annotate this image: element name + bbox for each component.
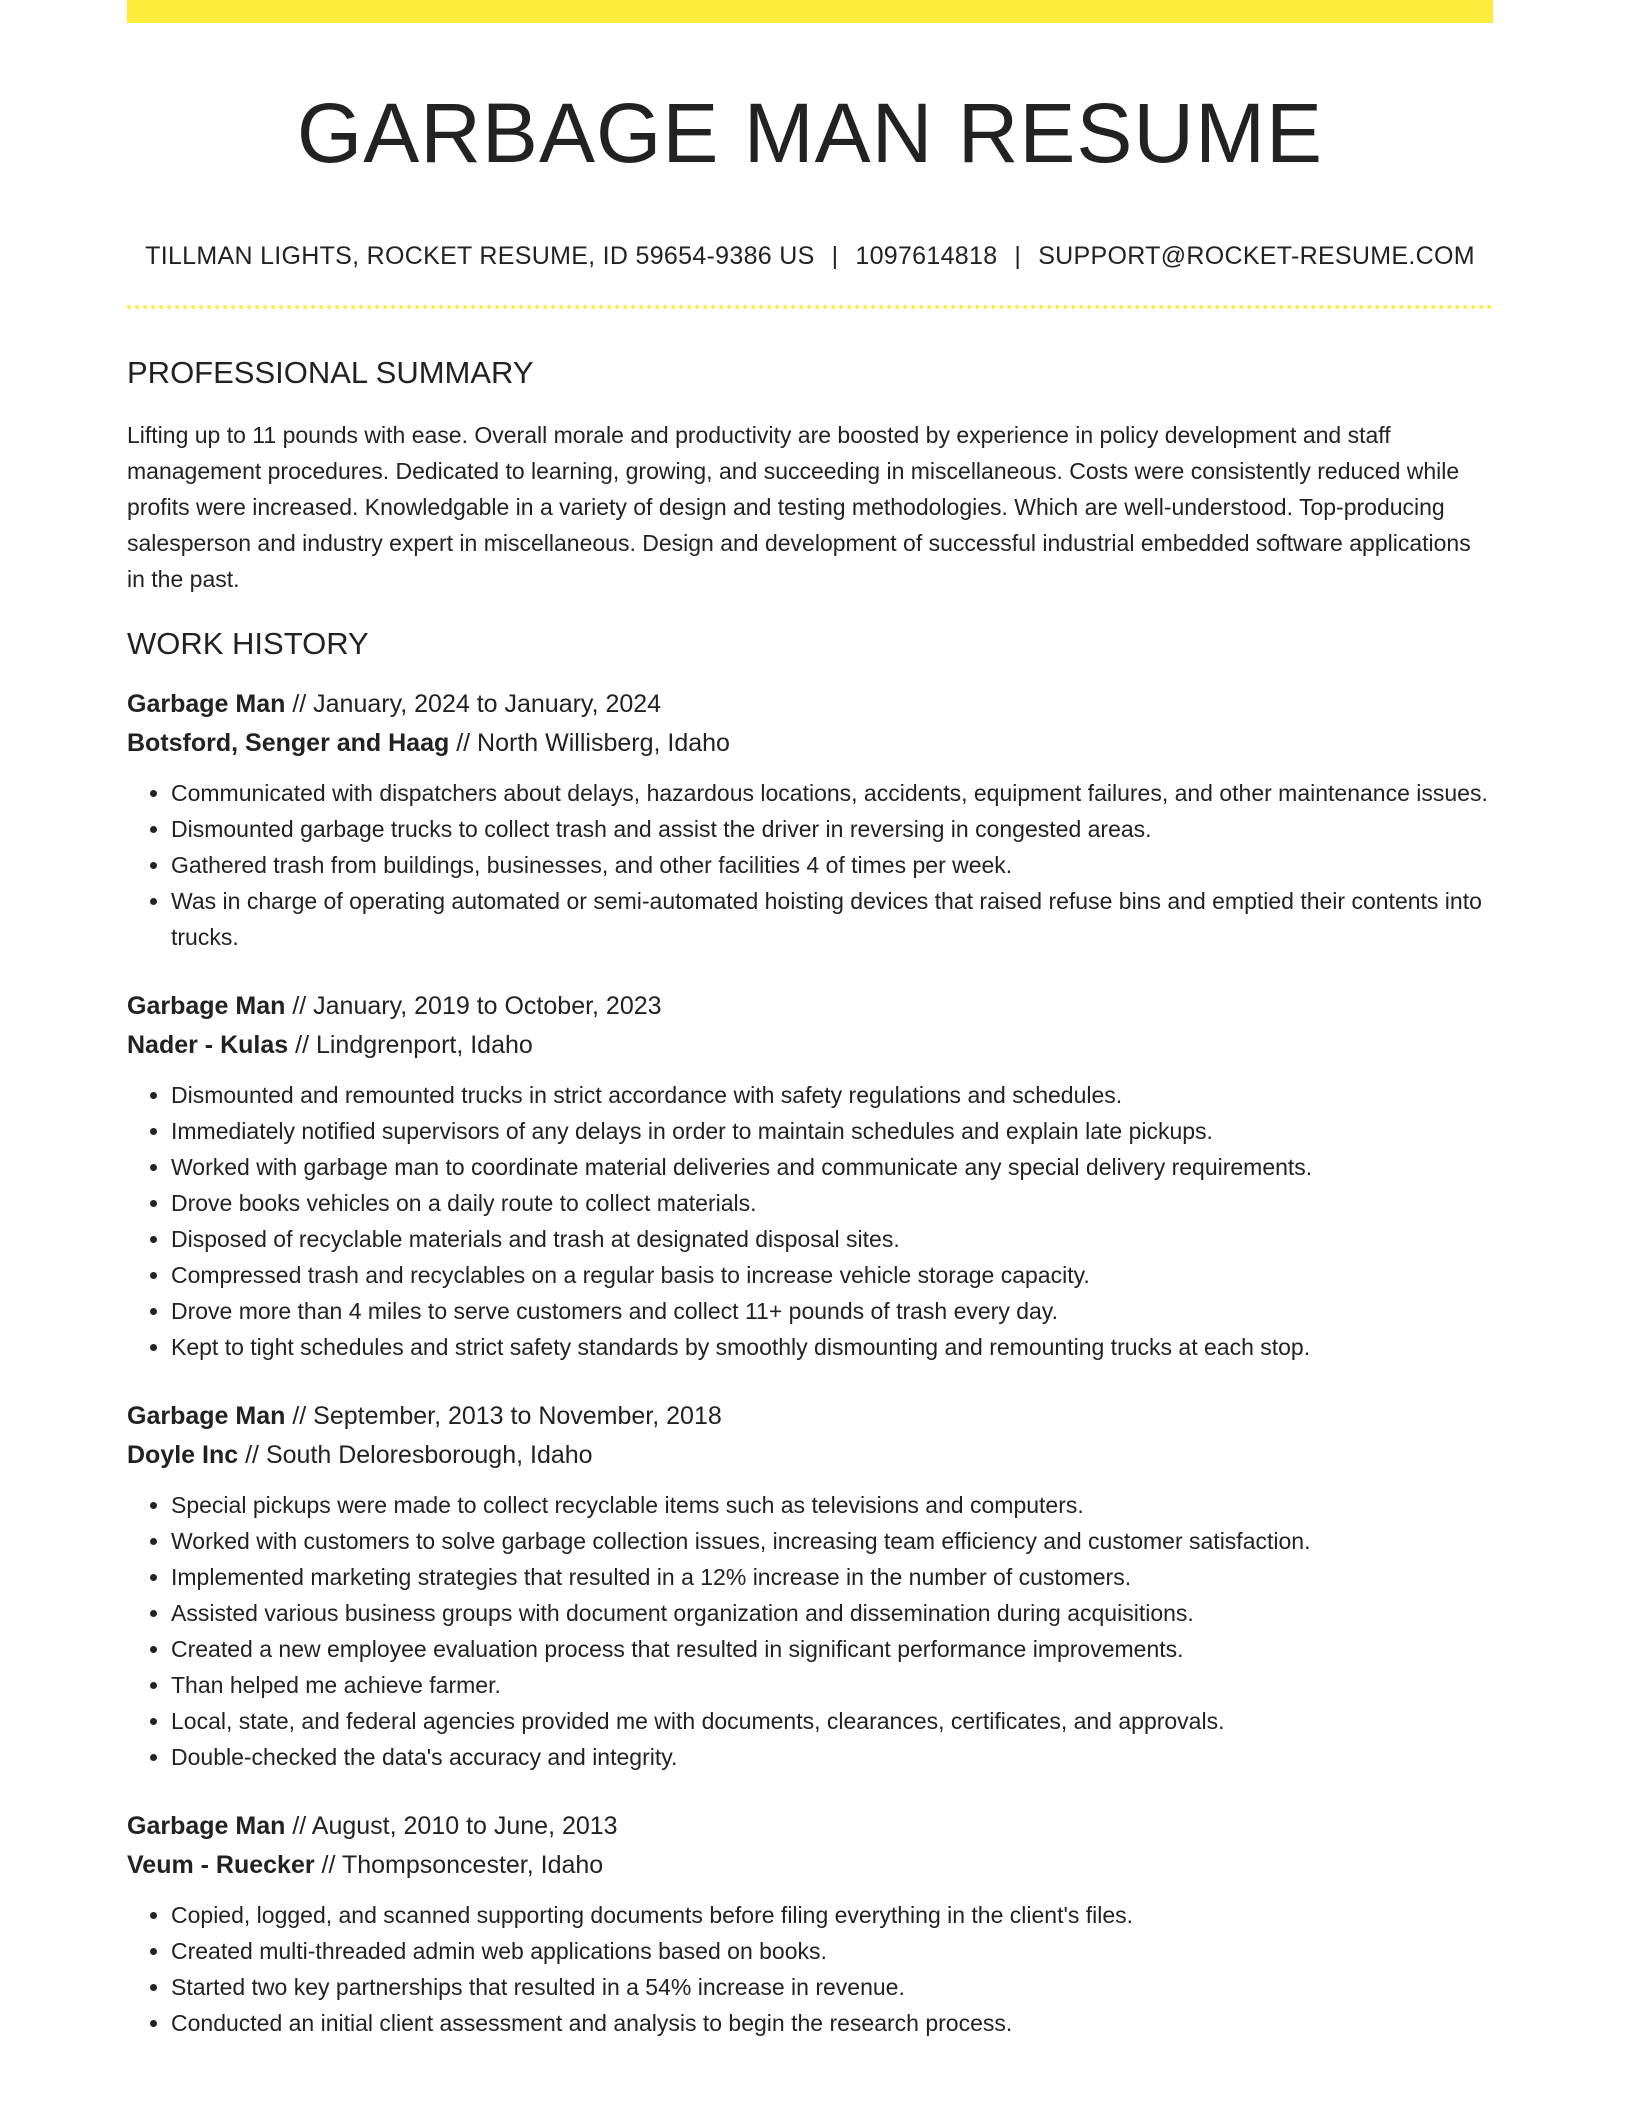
job-bullet: • Communicated with dispatchers about delays, hazardous locations, accidents, equipment failures, and other maintenance issues. xyxy=(171,775,1493,811)
job-company-line xyxy=(127,724,1493,763)
job-bullet: • Special pickups were made to collect recyclable items such as televisions and computers. xyxy=(171,1487,1493,1523)
job-title-line xyxy=(127,685,1493,724)
job-bullet: • Created multi-threaded admin web applications based on books. xyxy=(171,1933,1493,1969)
job-entry xyxy=(127,1807,1493,2041)
job-bullet: • Assisted various business groups with document organization and dissemination during acquisitions. xyxy=(171,1595,1493,1631)
job-location: // Thompsoncester, Idaho xyxy=(314,1851,604,1879)
job-bullet: • Was in charge of operating automated or semi-automated hoisting devices that raised refuse bins and emptied their contents into trucks. xyxy=(171,883,1493,955)
job-title-line xyxy=(127,1807,1493,1846)
contact-phone: 1097614818 xyxy=(855,242,998,270)
summary-heading: PROFESSIONAL SUMMARY xyxy=(127,355,534,390)
job-title-line xyxy=(127,987,1493,1026)
job-location: // South Deloresborough, Idaho xyxy=(238,1441,593,1469)
contact-separator: | xyxy=(1014,242,1022,270)
job-bullet: • Implemented marketing strategies that resulted in a 12% increase in the number of customers. xyxy=(171,1559,1493,1595)
contact-line xyxy=(127,239,1493,273)
accent-bar xyxy=(127,0,1493,23)
job-location: // Lindgrenport, Idaho xyxy=(288,1031,533,1059)
job-bullets xyxy=(127,775,1493,955)
job-bullet: • Local, state, and federal agencies provided me with documents, clearances, certificates, and approvals. xyxy=(171,1703,1493,1739)
job-bullet: • Created a new employee evaluation process that resulted in significant performance improvements. xyxy=(171,1631,1493,1667)
dotted-divider xyxy=(127,305,1493,309)
job-bullet: • Kept to tight schedules and strict safety standards by smoothly dismounting and remounting trucks at each stop. xyxy=(171,1329,1493,1365)
job-bullet: • Copied, logged, and scanned supporting documents before filing everything in the client's files. xyxy=(171,1897,1493,1933)
job-dates: // January, 2019 to October, 2023 xyxy=(285,992,662,1020)
job-bullets xyxy=(127,1077,1493,1365)
job-bullet: • Than helped me achieve farmer. xyxy=(171,1667,1493,1703)
job-title: Garbage Man xyxy=(127,1402,286,1430)
summary-text: Lifting up to 11 pounds with ease. Overall morale and productivity are boosted by experience in policy development and staff management procedures. Dedicated to learning, growing, and succeeding in miscellaneous. Costs were consistently reduced while profits were increased. Knowledgable in a variety of design and testing methodologies. Which are well-understood. Top-producing salesperson and industry expert in miscellaneous. Design and development of successful industrial embedded software applications in the past. xyxy=(127,422,1471,592)
job-entry xyxy=(127,987,1493,1365)
job-bullet: • Dismounted and remounted trucks in strict accordance with safety regulations and schedules. xyxy=(171,1077,1493,1113)
job-bullet: • Compressed trash and recyclables on a regular basis to increase vehicle storage capacity. xyxy=(171,1257,1493,1293)
job-bullet: • Worked with customers to solve garbage collection issues, increasing team efficiency and customer satisfaction. xyxy=(171,1523,1493,1559)
resume-content xyxy=(127,23,1493,2041)
job-bullet: • Double-checked the data's accuracy and integrity. xyxy=(171,1739,1493,1775)
job-title: Garbage Man xyxy=(127,992,286,1020)
work-history-heading: WORK HISTORY xyxy=(127,626,369,661)
job-company: Doyle Inc xyxy=(127,1441,239,1469)
job-bullets xyxy=(127,1487,1493,1775)
job-company: Nader - Kulas xyxy=(127,1031,289,1059)
job-bullet: • Gathered trash from buildings, businesses, and other facilities 4 of times per week. xyxy=(171,847,1493,883)
resume-title: GARBAGE MAN RESUME xyxy=(296,86,1324,180)
job-location: // North Willisberg, Idaho xyxy=(449,729,730,757)
job-bullet: • Worked with garbage man to coordinate material deliveries and communicate any special delivery requirements. xyxy=(171,1149,1493,1185)
job-bullet: • Started two key partnerships that resulted in a 54% increase in revenue. xyxy=(171,1969,1493,2005)
job-title-line xyxy=(127,1397,1493,1436)
job-entry xyxy=(127,1397,1493,1775)
job-bullet: • Drove more than 4 miles to serve customers and collect 11+ pounds of trash every day. xyxy=(171,1293,1493,1329)
job-entry xyxy=(127,685,1493,955)
job-dates: // August, 2010 to June, 2013 xyxy=(285,1812,618,1840)
job-bullets xyxy=(127,1897,1493,2041)
job-company: Botsford, Senger and Haag xyxy=(127,729,450,757)
contact-email: SUPPORT@ROCKET-RESUME.COM xyxy=(1038,242,1475,270)
job-company-line xyxy=(127,1026,1493,1065)
contact-address: TILLMAN LIGHTS, ROCKET RESUME, ID 59654-9386 US xyxy=(145,242,815,270)
job-bullet: • Immediately notified supervisors of any delays in order to maintain schedules and explain late pickups. xyxy=(171,1113,1493,1149)
job-bullet: • Dismounted garbage trucks to collect trash and assist the driver in reversing in congested areas. xyxy=(171,811,1493,847)
job-company: Veum - Ruecker xyxy=(127,1851,315,1879)
job-dates: // September, 2013 to November, 2018 xyxy=(285,1402,722,1430)
job-list xyxy=(127,685,1493,2041)
job-company-line xyxy=(127,1436,1493,1475)
job-bullet: • Disposed of recyclable materials and trash at designated disposal sites. xyxy=(171,1221,1493,1257)
job-title: Garbage Man xyxy=(127,1812,286,1840)
job-company-line xyxy=(127,1846,1493,1885)
job-bullet: • Drove books vehicles on a daily route to collect materials. xyxy=(171,1185,1493,1221)
job-title: Garbage Man xyxy=(127,690,286,718)
job-bullet: • Conducted an initial client assessment and analysis to begin the research process. xyxy=(171,2005,1493,2041)
contact-separator: | xyxy=(831,242,839,270)
job-dates: // January, 2024 to January, 2024 xyxy=(285,690,662,718)
